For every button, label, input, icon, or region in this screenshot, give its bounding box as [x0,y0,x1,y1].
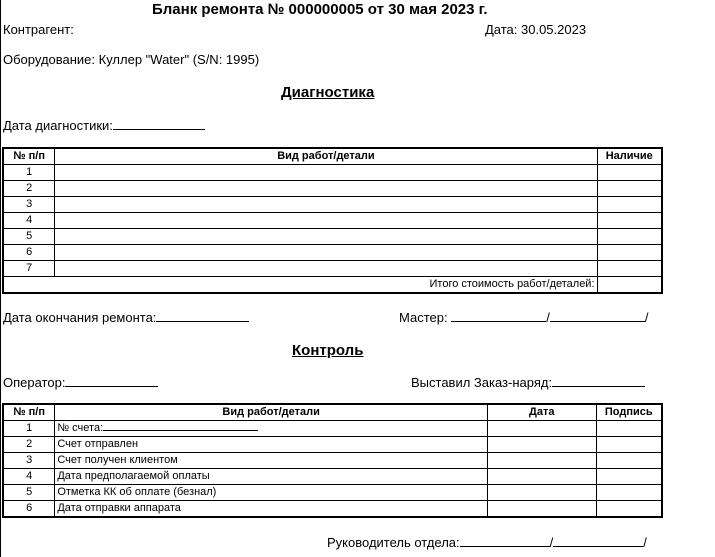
diagnostics-date-blank [113,118,205,130]
diagnostics-date-label: Дата диагностики: [3,118,113,133]
master-label: Мастер: [399,310,448,325]
control-table-header-row [3,404,662,421]
work-cell[interactable] [55,181,597,197]
equipment-info: Оборудование: Куллер "Water" (S/N: 1995) [3,52,260,67]
work-cell[interactable] [55,229,597,245]
row-number: 3 [3,197,55,213]
operator-field [3,375,158,390]
left-border-line [0,0,1,557]
date-cell[interactable] [487,501,596,518]
row-number: 3 [3,453,55,469]
row-number: 1 [3,165,55,181]
work-cell[interactable] [55,213,597,229]
order-blank [552,375,645,387]
order-field [411,375,645,390]
row-number: 7 [3,261,55,277]
signature-cell[interactable] [596,501,662,518]
availability-cell[interactable] [597,213,662,229]
availability-cell[interactable] [597,165,662,181]
date-cell[interactable] [487,469,596,485]
row-number: 6 [3,245,55,261]
table-row [3,165,662,181]
work-cell: Отметка КК об оплате (безнал) [55,485,488,501]
head-blank-2 [553,535,643,547]
availability-cell[interactable] [597,181,662,197]
department-head-field: Руководитель отдела: / / [327,535,647,550]
col-header-availability: Наличие [597,148,662,165]
date-cell[interactable] [487,453,596,469]
work-cell: Счет получен клиентом [55,453,488,469]
master-blank-1 [451,310,546,322]
row-number: 2 [3,437,55,453]
control-section-title: Контроль [292,342,364,359]
table-row [3,197,662,213]
table-row [3,501,662,518]
row-number: 2 [3,181,55,197]
col-header-date: Дата [487,404,596,421]
table-row [3,261,662,277]
col-header-signature: Подпись [596,404,662,421]
operator-label: Оператор: [3,375,66,390]
end-date-label: Дата окончания ремонта: [3,310,157,325]
row-number: 6 [3,501,55,518]
row-number: 4 [3,213,55,229]
col-header-work: Вид работ/детали [55,148,597,165]
work-label: № счета: [57,422,104,434]
signature-cell[interactable] [596,421,662,437]
availability-cell[interactable] [597,229,662,245]
availability-cell[interactable] [597,245,662,261]
availability-cell[interactable] [597,261,662,277]
work-cell: Дата отправки аппарата [55,501,488,518]
work-cell[interactable] [55,261,597,277]
work-cell[interactable] [55,197,597,213]
end-date-blank [156,310,249,322]
work-cell: Счет отправлен [55,437,488,453]
head-blank-1 [460,535,550,547]
col-header-num: № п/п [3,404,55,421]
signature-cell[interactable] [596,453,662,469]
row-number: 1 [3,421,55,437]
table-row [3,469,662,485]
row-number: 5 [3,229,55,245]
table-row [3,181,662,197]
work-cell[interactable] [55,165,597,181]
operator-blank [65,375,158,387]
signature-cell[interactable] [596,437,662,453]
diagnostics-table [2,147,663,294]
table-row [3,421,662,437]
counterparty-label: Контрагент: [3,22,74,37]
diagnostics-section-title: Диагностика [281,84,375,101]
date-cell[interactable] [487,421,596,437]
table-row [3,453,662,469]
table-row [3,437,662,453]
row-number: 4 [3,469,55,485]
document-date: Дата: 30.05.2023 [485,22,587,37]
work-cell: Дата предполагаемой оплаты [55,469,488,485]
department-head-label: Руководитель отдела: [327,535,460,550]
table-row [3,229,662,245]
col-header-num: № п/п [3,148,55,165]
date-cell[interactable] [487,437,596,453]
master-field: Мастер: / / [399,310,649,325]
table-row [3,485,662,501]
total-row [3,277,662,294]
control-table [2,403,663,518]
end-date-field [3,310,249,325]
work-cell[interactable] [55,245,597,261]
document-title: Бланк ремонта № 000000005 от 30 мая 2023 г. [152,1,488,18]
date-cell[interactable] [487,485,596,501]
row-number: 5 [3,485,55,501]
signature-cell[interactable] [596,469,662,485]
diagnostics-table-header-row [3,148,662,165]
total-label: Итого стоимость работ/деталей: [3,277,597,294]
diagnostics-date-field [3,118,205,133]
availability-cell[interactable] [597,197,662,213]
order-label: Выставил Заказ-наряд: [411,375,553,390]
table-row [3,213,662,229]
signature-cell[interactable] [596,485,662,501]
master-blank-2 [550,310,645,322]
invoice-number-blank [103,421,258,431]
col-header-work: Вид работ/детали [55,404,488,421]
table-row [3,245,662,261]
work-cell [55,421,488,437]
total-value-cell[interactable] [597,277,662,294]
